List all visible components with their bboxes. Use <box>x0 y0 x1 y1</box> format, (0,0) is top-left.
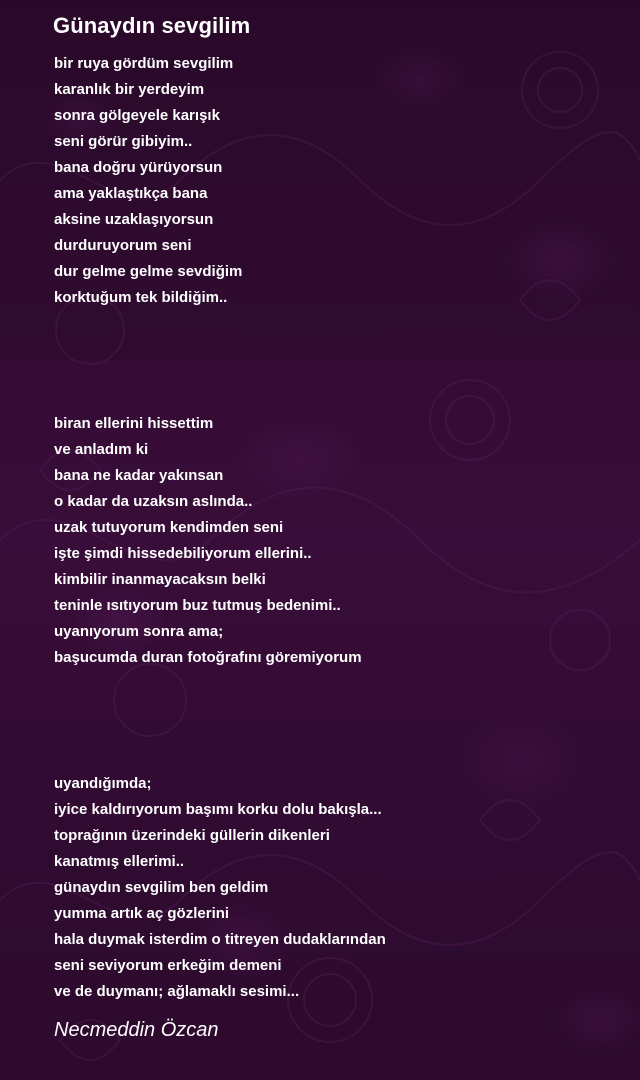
poem-author: Necmeddin Özcan <box>54 1019 219 1041</box>
poem-line: iyice kaldırıyorum başımı korku dolu bakışla... <box>54 801 382 818</box>
poem-line: toprağının üzerindeki güllerin dikenleri <box>54 827 330 844</box>
poem-line: biran ellerini hissettim <box>54 415 214 432</box>
poem-line: bana doğru yürüyorsun <box>54 159 223 176</box>
poem-line: dur gelme gelme sevdiğim <box>54 263 243 280</box>
poem-line: uzak tutuyorum kendimden seni <box>54 519 284 536</box>
poem-line: başucumda duran fotoğrafını göremiyorum <box>54 649 362 666</box>
poem-line: ama yaklaştıkça bana <box>54 185 208 202</box>
poem-line: teninle ısıtıyorum buz tutmuş bedenimi.. <box>54 597 341 614</box>
poem-line: kimbilir inanmayacaksın belki <box>54 571 266 588</box>
poem-line: kanatmış ellerimi.. <box>54 853 185 870</box>
poem-line: bir ruya gördüm sevgilim <box>54 55 234 72</box>
poem-title: Günaydın sevgilim <box>53 13 251 38</box>
stanza-2 <box>54 411 362 671</box>
poem-line: ve de duymanı; ağlamaklı sesimi... <box>54 983 300 1000</box>
poem-line: seni görür gibiyim.. <box>54 133 193 150</box>
poem-line: durduruyorum seni <box>54 237 192 254</box>
poem-line: işte şimdi hissedebiliyorum ellerini.. <box>54 545 312 562</box>
poem-line: bana ne kadar yakınsan <box>54 467 224 484</box>
stanza-1 <box>54 51 242 311</box>
poem-line: günaydın sevgilim ben geldim <box>54 879 269 896</box>
poem-line: o kadar da uzaksın aslında.. <box>54 493 253 510</box>
poem-line: aksine uzaklaşıyorsun <box>54 211 214 228</box>
poem-line: korktuğum tek bildiğim.. <box>54 289 228 306</box>
poem-line: seni seviyorum erkeğim demeni <box>54 957 282 974</box>
poem-line: sonra gölgeyele karışık <box>54 107 220 124</box>
poem-line: uyandığımda; <box>54 775 152 792</box>
poem-line: karanlık bir yerdeyim <box>54 81 205 98</box>
poem-line: hala duymak isterdim o titreyen dudaklarından <box>54 931 386 948</box>
poem-line: uyanıyorum sonra ama; <box>54 623 224 640</box>
poem-line: ve anladım ki <box>54 441 149 458</box>
poem-line: yumma artık aç gözlerini <box>54 905 230 922</box>
stanza-3 <box>54 771 386 1005</box>
